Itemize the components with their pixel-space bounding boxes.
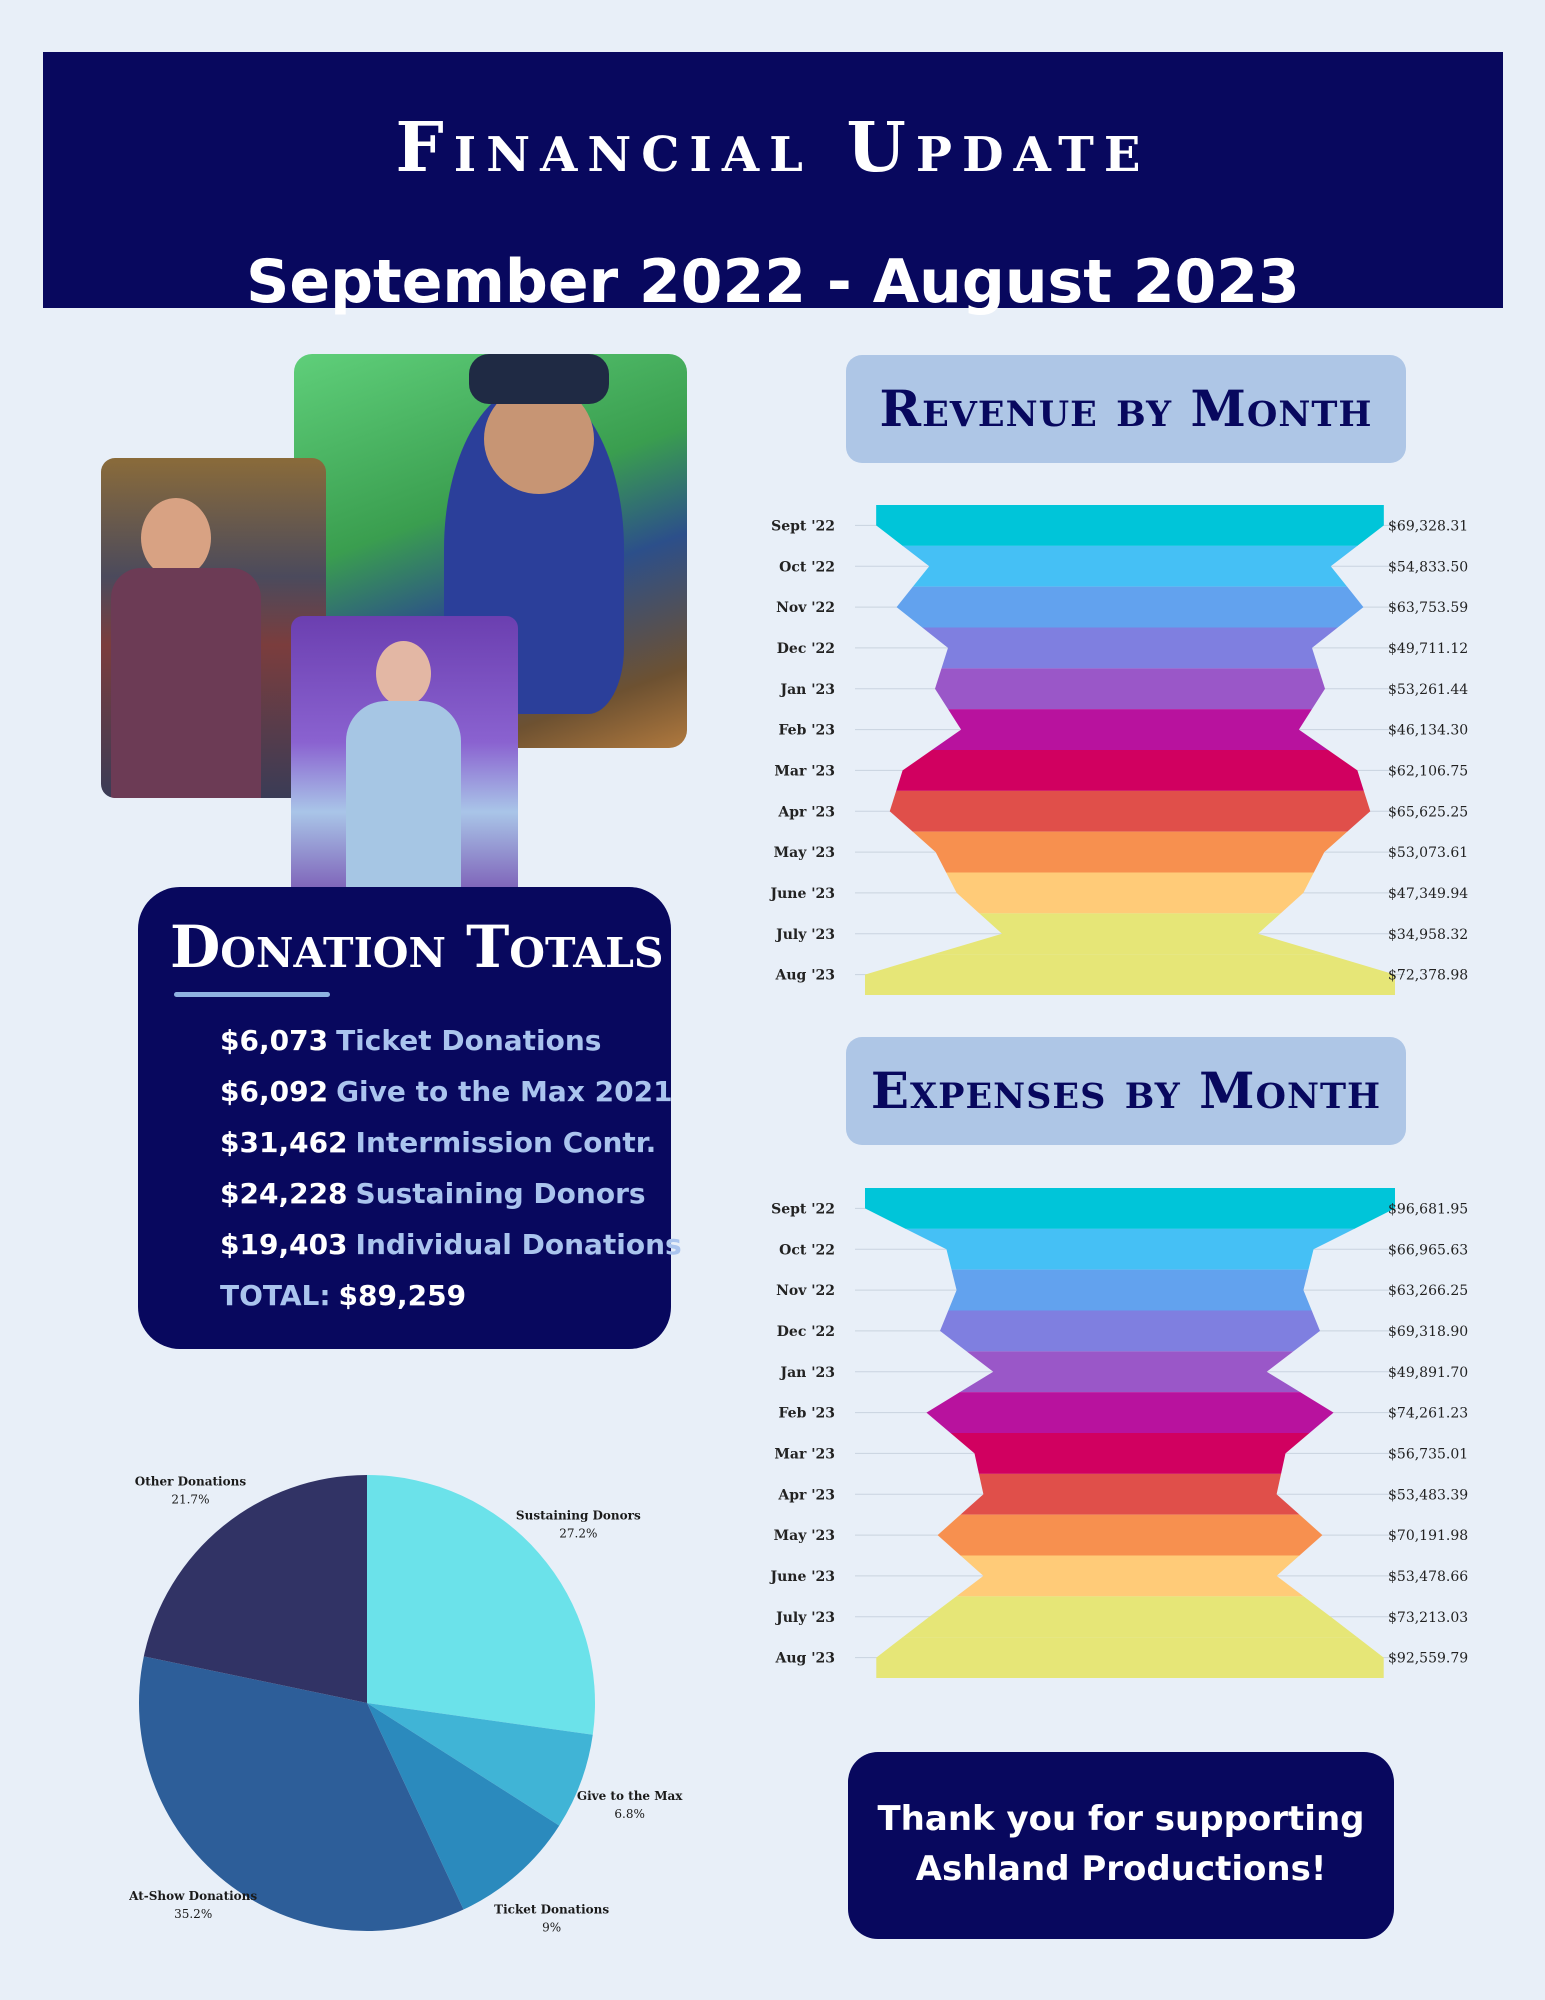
pie-slice-percent: 6.8% [614,1807,645,1822]
value-label: $66,965.63 [1388,1242,1469,1259]
donation-totals-panel [138,887,682,1349]
value-label: $56,735.01 [1388,1446,1469,1463]
value-label: $53,483.39 [1388,1487,1469,1504]
value-label: $96,681.95 [1388,1201,1469,1218]
month-label: Sept '22 [771,1201,835,1218]
month-label: May '23 [773,845,835,862]
pie-slice-name: Sustaining Donors [515,1508,641,1523]
thank-you-line-2: Ashland Productions! [915,1849,1327,1889]
funnel-segment [922,628,1337,669]
pie-slice-percent: 9% [542,1920,562,1935]
month-label: Jan '23 [780,1364,835,1381]
donation-item [220,1066,673,1117]
funnel-segment [896,750,1364,791]
donation-total-row [220,1270,670,1321]
month-label: June '23 [770,1568,835,1585]
funnel-segment [903,1596,1357,1637]
funnel-segment [932,709,1328,750]
value-label: $53,261.44 [1388,681,1469,698]
value-label: $69,318.90 [1388,1323,1469,1340]
month-label: Feb '23 [778,722,835,739]
funnel-segment [956,1556,1303,1597]
funnel-segment [913,832,1348,873]
month-label: Nov '22 [776,1283,835,1300]
donation-amount: $24,228 [220,1177,348,1210]
total-label: TOTAL: [220,1279,331,1312]
donation-sources-pie-chart [120,1400,720,1940]
value-label: $53,478.66 [1388,1568,1469,1585]
month-label: Jan '23 [780,681,835,698]
donation-label: Sustaining Donors [355,1177,646,1210]
month-label: May '23 [773,1528,835,1545]
page-subtitle: September 2022 - August 2023 [246,247,1300,317]
thank-you-line-1: Thank you for supporting [877,1799,1365,1839]
funnel-segment [935,668,1325,709]
value-label: $69,328.31 [1388,518,1469,535]
month-label: Aug '23 [775,967,835,984]
month-label: Sept '22 [771,518,835,535]
donation-label: Individual Donations [355,1228,682,1261]
pie-slice-percent: 21.7% [171,1492,210,1507]
month-label: Mar '23 [774,763,835,780]
value-label: $65,625.25 [1388,804,1469,821]
donation-label: Ticket Donations [336,1024,602,1057]
month-label: Nov '22 [776,600,835,617]
donation-label: Give to the Max 2021 [336,1075,673,1108]
stage-photo-singer [291,616,518,896]
pie-slice-name: Give to the Max [576,1789,683,1804]
month-label: Apr '23 [778,804,835,821]
funnel-segment [926,1392,1333,1433]
pie-slice-name: Other Donations [134,1474,247,1489]
donation-label: Intermission Contr. [355,1126,657,1159]
expenses-chart-title: Expenses by Month [846,1037,1406,1145]
month-label: Oct '22 [779,1242,835,1259]
value-label: $49,711.12 [1388,640,1469,657]
pie-slice-name: Ticket Donations [494,1902,610,1917]
pie-slice-percent: 35.2% [174,1907,213,1921]
month-label: July '23 [776,926,835,943]
month-label: Aug '23 [775,1650,835,1667]
page-title: Financial Update [395,108,1151,188]
funnel-segment [961,1474,1300,1515]
month-label: Oct '22 [779,559,835,576]
revenue-funnel-chart [760,505,1500,995]
value-label: $92,559.79 [1388,1650,1469,1667]
thank-you-panel [848,1752,1394,1939]
month-label: Dec '22 [776,1323,835,1340]
total-amount: $89,259 [338,1279,467,1312]
funnel-segment [903,546,1358,587]
funnel-segment [946,873,1314,914]
value-label: $47,349.94 [1388,885,1469,902]
donation-item [220,1117,670,1168]
funnel-segment [865,954,1395,995]
month-label: June '23 [770,885,835,902]
funnel-segment [897,587,1364,628]
donation-amount: $6,073 [220,1024,329,1057]
funnel-segment [890,791,1371,832]
donation-list [220,1015,682,1321]
month-label: Dec '22 [776,640,835,657]
value-label: $54,833.50 [1388,559,1469,576]
funnel-segment [865,1188,1395,1229]
value-label: $46,134.30 [1388,722,1469,739]
donation-item [220,1219,682,1270]
month-label: Mar '23 [774,1446,835,1463]
funnel-segment [950,1433,1309,1474]
month-label: July '23 [776,1609,835,1626]
donation-amount: $19,403 [220,1228,348,1261]
funnel-segment [906,1229,1355,1270]
month-label: Apr '23 [778,1487,835,1504]
title-underline [174,992,330,997]
pie-svg [120,1400,720,1940]
donation-item [220,1168,670,1219]
value-label: $53,073.61 [1388,845,1469,862]
value-label: $72,378.98 [1388,967,1469,984]
value-label: $49,891.70 [1388,1364,1469,1381]
funnel-segment [960,1351,1300,1392]
funnel-segment [938,1515,1323,1556]
expenses-funnel-chart [760,1188,1500,1678]
funnel-segment [876,505,1384,546]
pie-slice-name: At-Show Donations [129,1889,258,1903]
pie-slice-percent: 27.2% [559,1526,598,1541]
funnel-segment [940,1311,1320,1352]
value-label: $34,958.32 [1388,926,1469,943]
value-label: $62,106.75 [1388,763,1469,780]
donation-item [220,1015,670,1066]
value-label: $63,753.59 [1388,600,1469,617]
value-label: $73,213.03 [1388,1609,1469,1626]
revenue-chart-title: Revenue by Month [846,355,1406,463]
header-banner [43,52,1503,317]
donation-amount: $31,462 [220,1126,348,1159]
month-label: Feb '23 [778,1405,835,1422]
value-label: $70,191.98 [1388,1528,1469,1545]
value-label: $74,261.23 [1388,1405,1469,1422]
funnel-segment [876,1637,1383,1678]
funnel-segment [948,1270,1311,1311]
value-label: $63,266.25 [1388,1283,1469,1300]
donation-amount: $6,092 [220,1075,329,1108]
donation-totals-title: Donation Totals [170,913,664,981]
